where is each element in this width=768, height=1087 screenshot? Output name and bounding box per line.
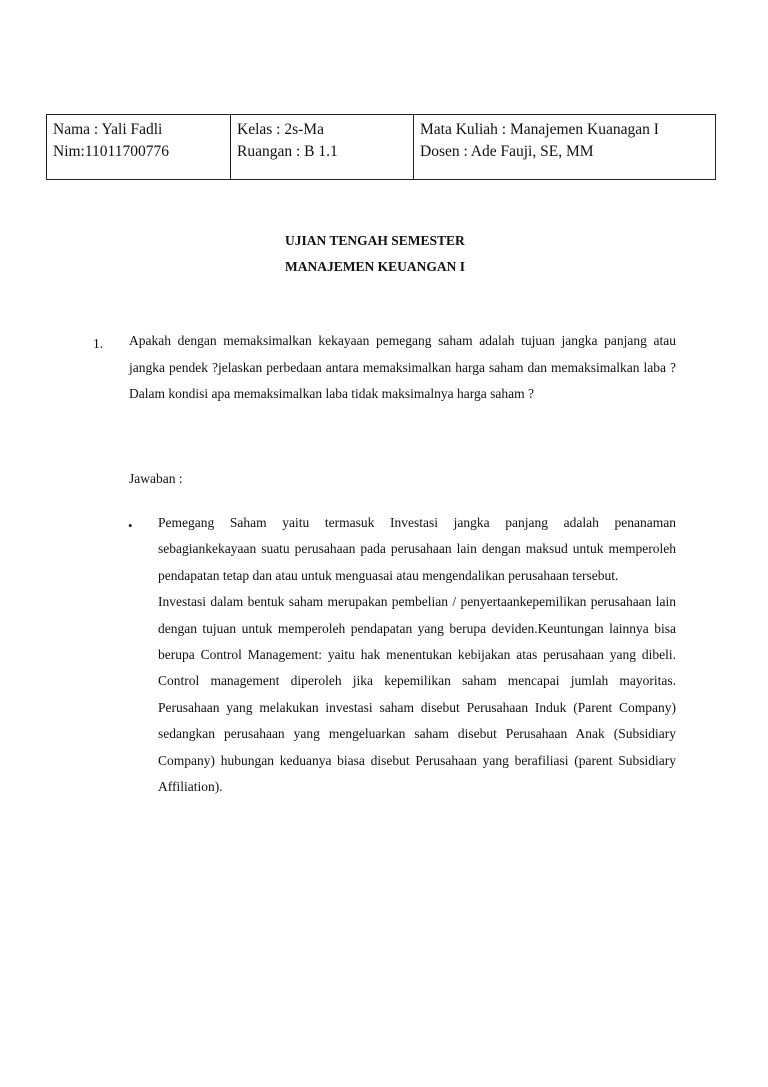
student-name: Nama : Yali Fadli — [53, 121, 163, 138]
class-kelas: Kelas : 2s-Ma — [237, 121, 324, 138]
class-info-cell — [231, 115, 414, 179]
course-info-cell — [414, 115, 715, 179]
answer-text — [158, 510, 676, 800]
class-ruangan: Ruangan : B 1.1 — [237, 143, 338, 160]
student-nim: Nim:11011700776 — [53, 143, 169, 160]
question-number: 1. — [93, 336, 104, 351]
question-text: Apakah dengan memaksimalkan kekayaan pemegang saham adalah tujuan jangka panjang atau jangka pendek ?jelaskan perbedaan antara memaksimalkan harga saham dan memaksimalkan laba ? Dalam kondisi apa memaksimalkan laba tidak maksimalnya harga saham ? — [129, 333, 676, 401]
answer-label: Jawaban : — [129, 471, 183, 486]
bullet-icon: • — [128, 518, 133, 533]
exam-subject: MANAJEMEN KEUANGAN I — [285, 259, 465, 274]
exam-title: UJIAN TENGAH SEMESTER — [285, 233, 465, 248]
course-lecturer: Dosen : Ade Fauji, SE, MM — [420, 143, 594, 160]
answer-paragraph-1: Pemegang Saham yaitu termasuk Investasi jangka panjang adalah penanaman sebagiankekayaan suatu perusahaan pada perusahaan lain dengan maksud untuk memperoleh pendapatan tetap dan atau untuk menguasai atau mengendalikan perusahaan tersebut. — [158, 515, 676, 583]
student-info-table — [46, 114, 716, 180]
course-name: Mata Kuliah : Manajemen Kuanagan I — [420, 121, 659, 138]
answer-paragraph-2: Investasi dalam bentuk saham merupakan pembelian / penyertaankepemilikan perusahaan lain dengan tujuan untuk memperoleh pendapatan yang berupa deviden.Keuntungan lainnya bisa berupa Control Management: yaitu hak menentukan kebijakan atas perusahaan yang dibeli. Control management diperoleh jika kepemilikan saham mencapai jumlah mayoritas. Perusahaan yang melakukan investasi saham disebut Perusahaan Induk (Parent Company) sedangkan perusahaan yang mengeluarkan saham disebut Perusahaan Anak (Subsidiary Company) hubungan keduanya biasa disebut Perusahaan yang berafiliasi (parent Subsidiary Affiliation). — [158, 594, 676, 795]
student-info-cell — [47, 115, 231, 179]
